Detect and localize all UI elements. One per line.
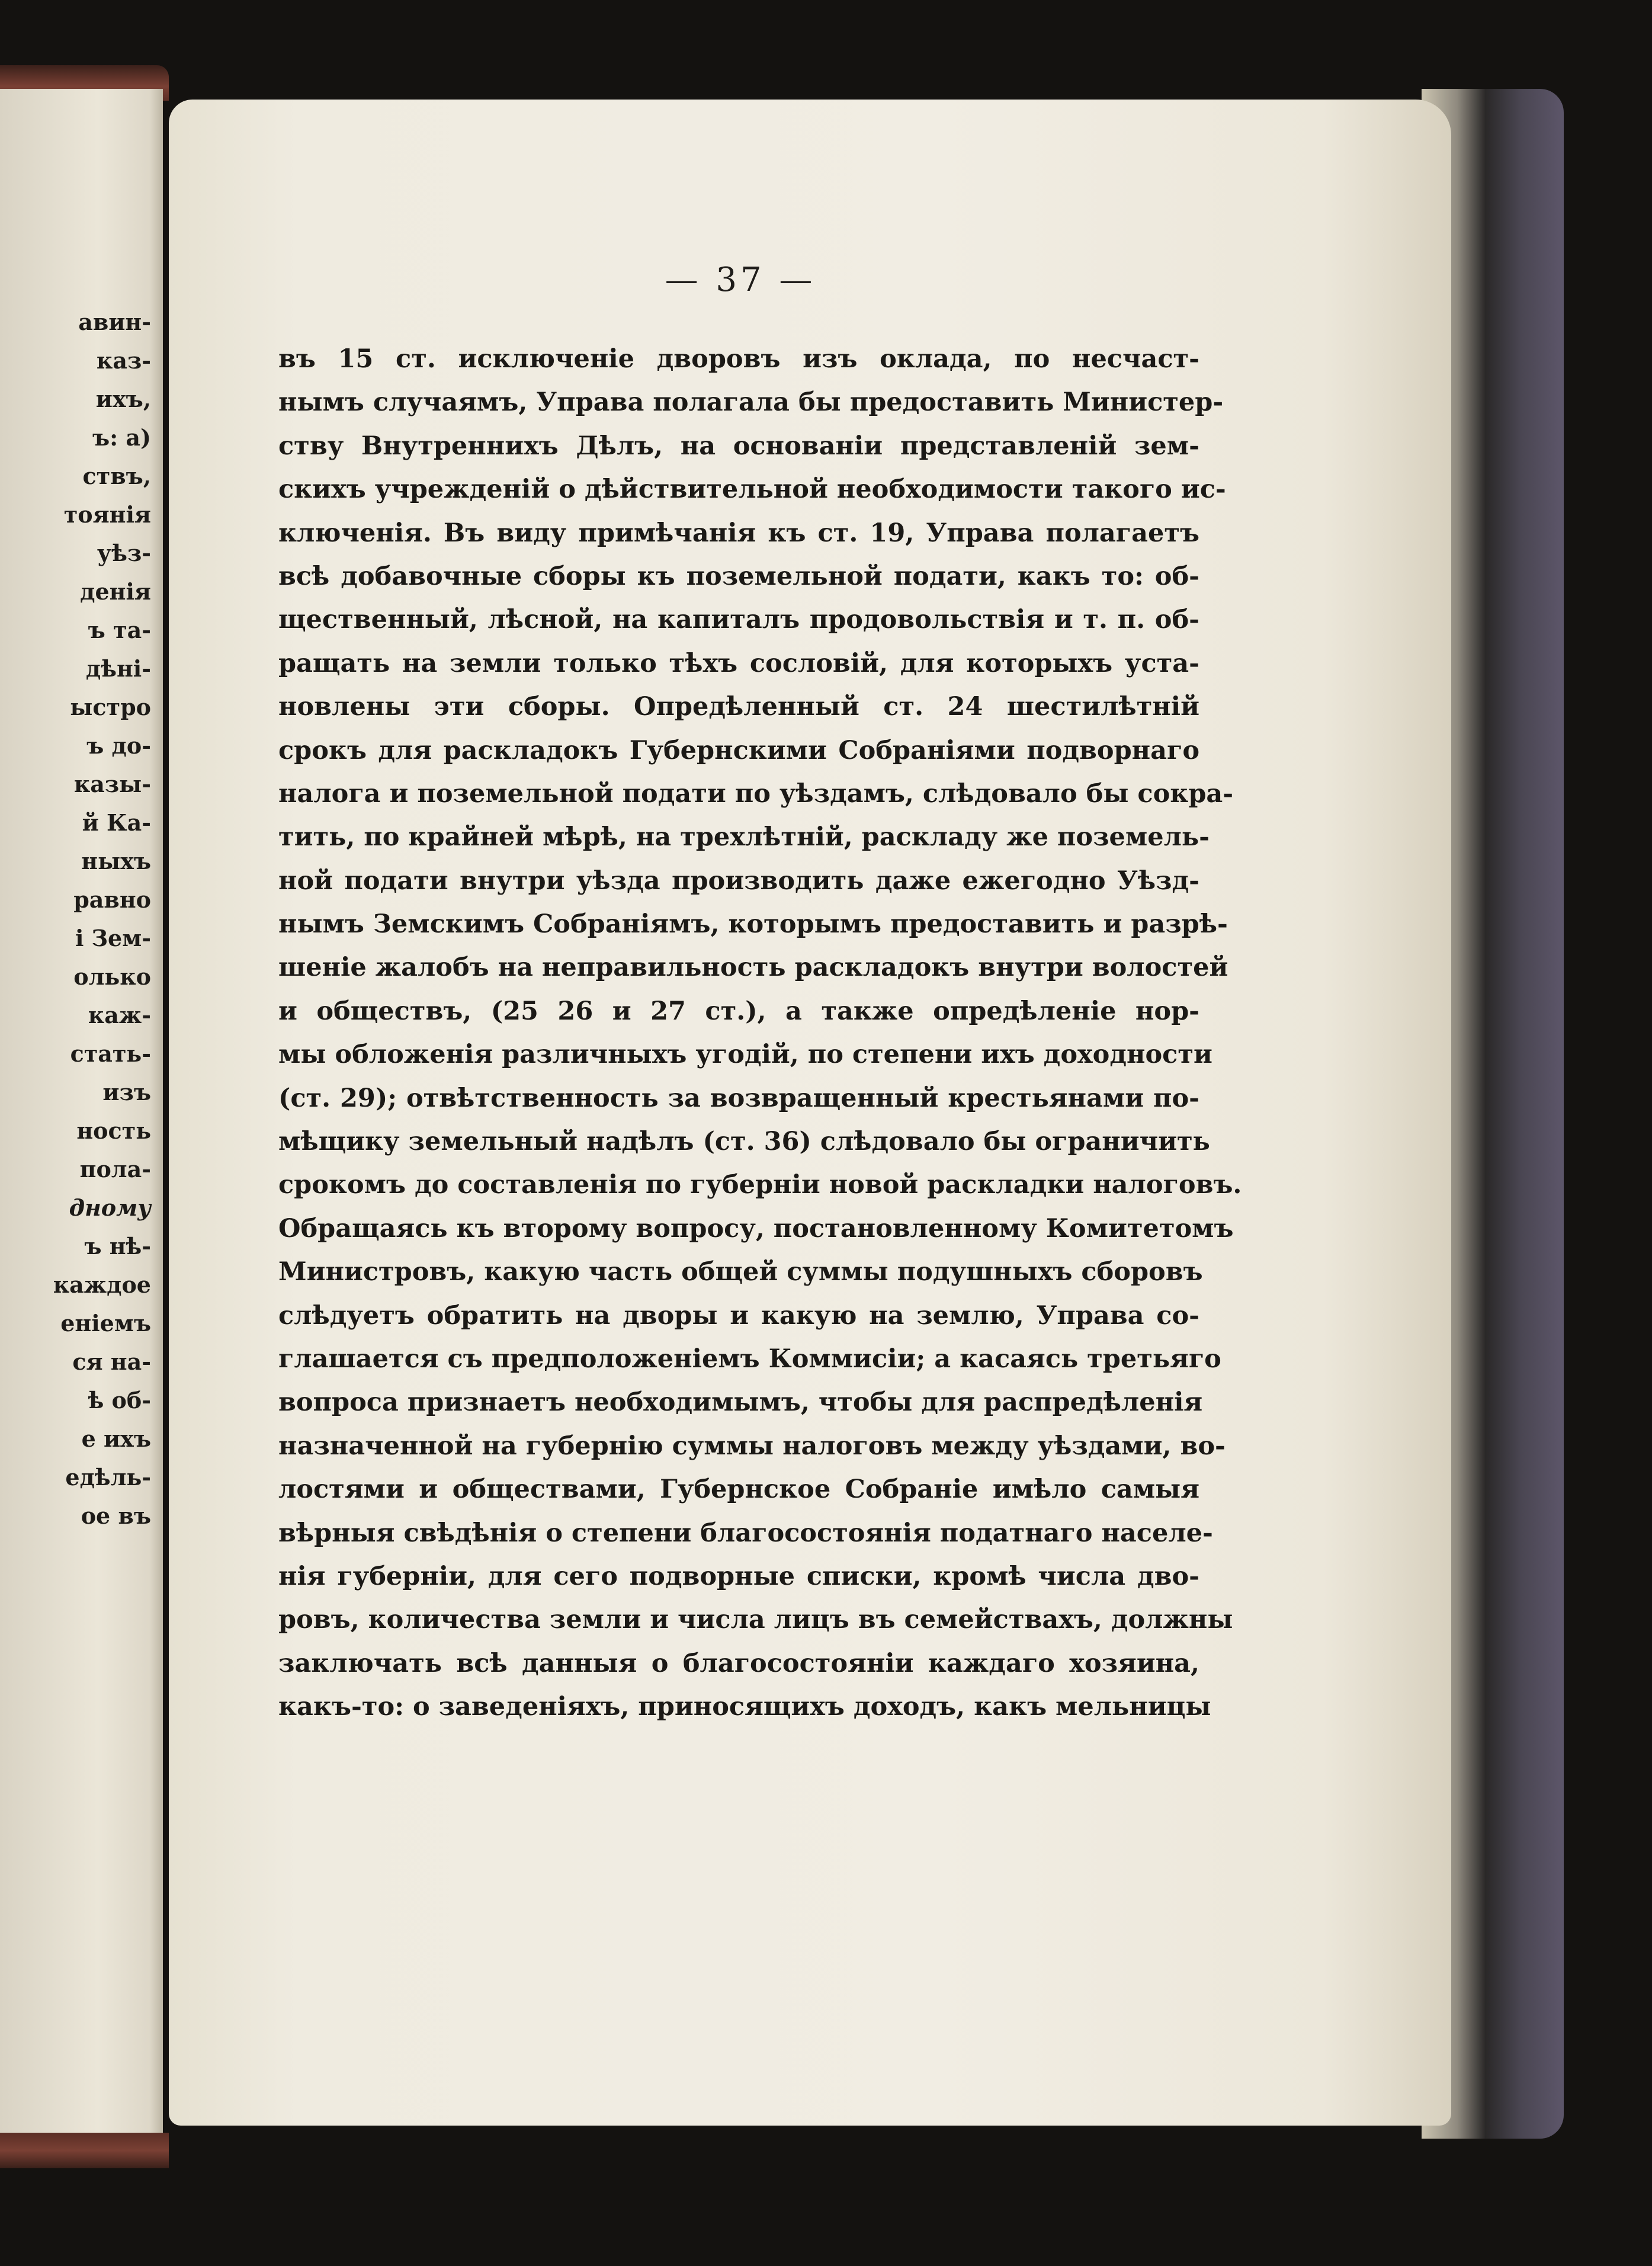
left-page-line: ся на- <box>72 1348 151 1375</box>
left-page-line: каз- <box>96 347 151 374</box>
left-page-line: ствъ, <box>82 463 151 489</box>
left-page-line: ыстро <box>70 694 151 720</box>
left-page-line: ныхъ <box>81 848 151 874</box>
left-page-line: олько <box>73 963 151 990</box>
left-page-line: ъ та- <box>88 617 151 643</box>
text-line: ству Внутреннихъ Дѣлъ, на основаніи представленій зем- <box>278 431 1199 461</box>
left-page-line: ъ: а) <box>92 424 151 451</box>
left-page-line: каж- <box>88 1002 151 1028</box>
text-line: ной подати внутри уѣзда производить даже ежегодно Уѣзд- <box>278 866 1199 896</box>
left-page-line: ъ нѣ- <box>84 1233 151 1259</box>
text-line: ключенія. Въ виду примѣчанія къ ст. 19, Управа полагаетъ <box>278 518 1199 548</box>
page-number: — 37 — <box>665 261 816 299</box>
left-page-line: авин- <box>78 309 151 335</box>
text-line: Обращаясь къ второму вопросу, постановленному Комитетомъ <box>278 1213 1234 1243</box>
body-text <box>278 338 1242 1729</box>
left-page-line: дѣні- <box>85 655 151 682</box>
left-page-line: ѣ об- <box>88 1387 151 1414</box>
text-line: нымъ Земскимъ Собраніямъ, которымъ предоставить и разрѣ- <box>278 909 1228 940</box>
text-line: и обществъ, (25 26 и 27 ст.), а также опредѣленіе нор- <box>278 996 1199 1026</box>
text-line: тить, по крайней мѣрѣ, на трехлѣтній, раскладу же поземель- <box>278 822 1210 852</box>
text-line: мѣщику земельный надѣлъ (ст. 36) слѣдовало бы ограничить <box>278 1127 1210 1157</box>
left-page-line: стать- <box>70 1040 151 1067</box>
left-page-line: денія <box>80 578 151 605</box>
text-line: налога и поземельной подати по уѣздамъ, слѣдовало бы сокра- <box>278 778 1234 809</box>
left-page-line: еніемъ <box>60 1310 151 1336</box>
left-page <box>0 89 163 2139</box>
left-page-line: дному <box>69 1194 151 1221</box>
text-line: (ст. 29); отвѣтственность за возвращенный крестьянами по- <box>278 1083 1199 1113</box>
left-page-line: равно <box>73 886 151 913</box>
left-cover-edge-bottom <box>0 2133 169 2168</box>
left-page-line: едѣль- <box>65 1464 151 1491</box>
left-page-line: ихъ, <box>95 386 151 412</box>
left-page-line: ность <box>76 1117 151 1144</box>
left-page-line: пола- <box>79 1156 151 1182</box>
text-line: слѣдуетъ обратить на дворы и какую на землю, Управа со- <box>278 1300 1199 1331</box>
text-line: какъ-то: о заведеніяхъ, приносящихъ доходъ, какъ мельницы <box>278 1692 1211 1722</box>
left-page-line: изъ <box>102 1079 151 1105</box>
text-line: лостями и обществами, Губернское Собраніе имѣло самыя <box>278 1475 1199 1505</box>
text-line: нымъ случаямъ, Управа полагала бы предоставить Министер- <box>278 387 1224 418</box>
left-page-line: тоянія <box>63 501 151 528</box>
left-page-line: й Ка- <box>82 809 151 836</box>
left-page-line: казы- <box>73 771 151 797</box>
text-line: въ 15 ст. исключеніе дворовъ изъ оклада, по несчаст- <box>278 344 1199 374</box>
text-line: всѣ добавочные сборы къ поземельной подати, какъ то: об- <box>278 561 1199 591</box>
text-line: скихъ учрежденій о дѣйствительной необходимости такого ис- <box>278 475 1226 505</box>
text-line: щественный, лѣсной, на капиталъ продовольствія и т. п. об- <box>278 605 1199 635</box>
left-page-line: уѣз- <box>97 540 151 566</box>
text-line: вопроса признаетъ необходимымъ, чтобы для распредѣленія <box>278 1387 1203 1418</box>
text-line: ровъ, количества земли и числа лицъ въ семействахъ, должны <box>278 1605 1233 1635</box>
text-line: заключать всѣ данныя о благосостояніи каждаго хозяина, <box>278 1648 1199 1678</box>
text-line: глашается съ предположеніемъ Коммисіи; а касаясь третьяго <box>278 1344 1221 1374</box>
text-line: новлены эти сборы. Опредѣленный ст. 24 шестилѣтній <box>278 692 1199 722</box>
text-line: ращать на земли только тѣхъ сословій, для которыхъ уста- <box>278 648 1199 678</box>
text-line: срокъ для раскладокъ Губернскими Собраніями подворнаго <box>278 735 1199 765</box>
text-line: нія губерніи, для сего подворные списки, кромѣ числа дво- <box>278 1561 1199 1591</box>
text-line: срокомъ до составленія по губерніи новой раскладки налоговъ. <box>278 1170 1242 1200</box>
left-page-line: ъ до- <box>86 732 151 759</box>
text-line: Министровъ, какую часть общей суммы подушныхъ сборовъ <box>278 1257 1203 1287</box>
text-line: шеніе жалобъ на неправильность раскладокъ внутри волостей <box>278 953 1228 983</box>
text-line: назначенной на губернію суммы налоговъ между уѣздами, во- <box>278 1431 1226 1461</box>
text-line: вѣрныя свѣдѣнія о степени благосостоянія податнаго населе- <box>278 1518 1213 1548</box>
left-page-line: ое въ <box>81 1502 151 1529</box>
left-page-line: і Зем- <box>75 925 151 951</box>
left-page-line: каждое <box>53 1271 151 1298</box>
left-page-line: е ихъ <box>81 1425 151 1452</box>
text-line: мы обложенія различныхъ угодій, по степени ихъ доходности <box>278 1040 1212 1070</box>
